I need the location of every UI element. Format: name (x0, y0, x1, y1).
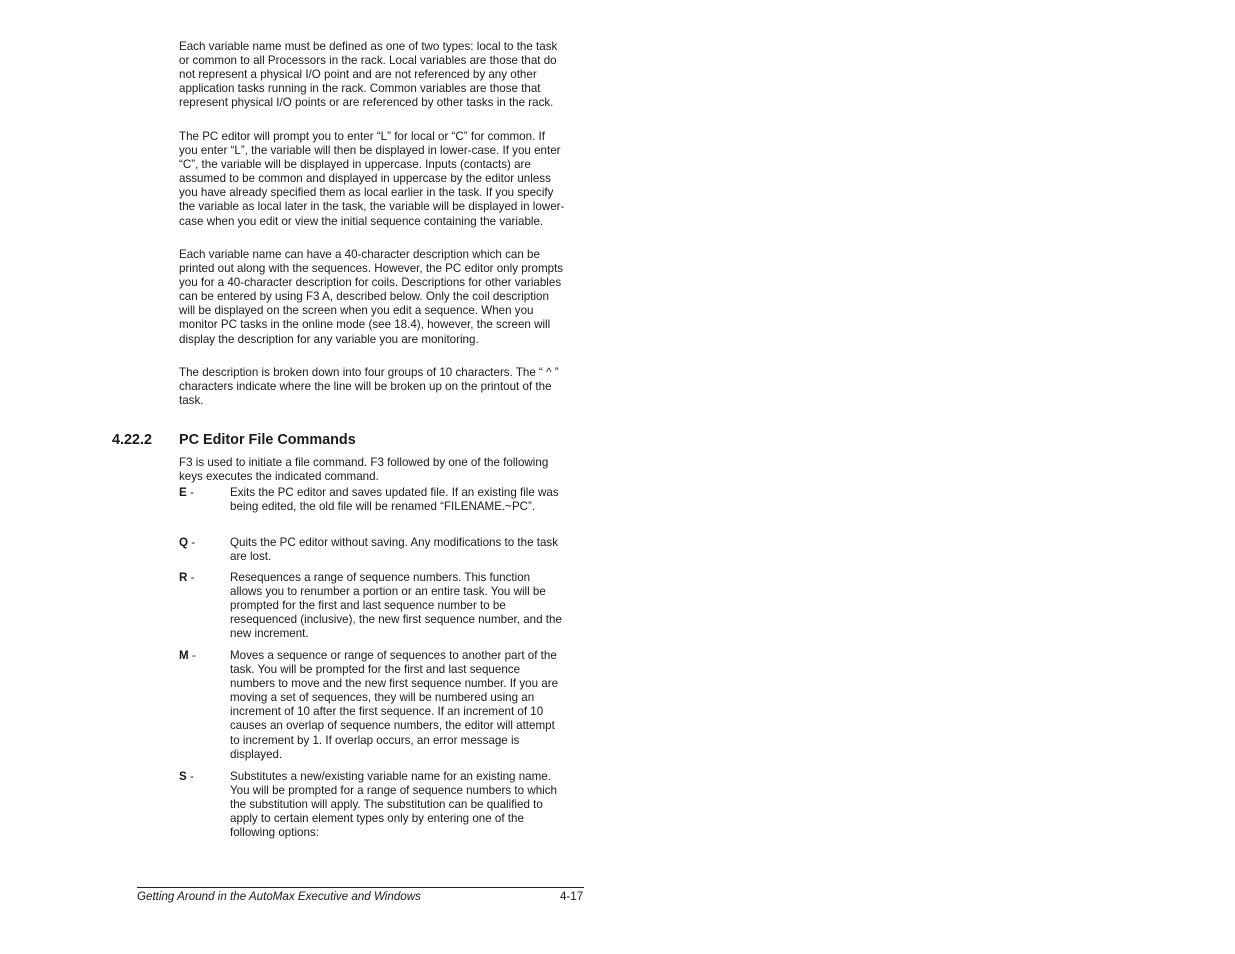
footer-title: Getting Around in the AutoMax Executive and Windows (137, 890, 421, 903)
command-description: Moves a sequence or range of sequences to another part of the task. You will be prompted for the first and last sequence numbers to move and the new first sequence number. If you are moving a set of sequences, they will be numbered using an increment of 10 after the first sequence. If an increment of 10 causes an overlap of sequence numbers, the editor will attempt to increment by 1. If overlap occurs, an error message is displayed. (230, 649, 559, 761)
section-title: PC Editor File Commands (179, 432, 356, 448)
command-description: Substitutes a new/existing variable name for an existing name. You will be prompted for a range of sequence numbers to which the substitution will apply. The substitution can be qualified to apply to certain element types only by entering one of the following options: (230, 770, 557, 840)
footer-rule (137, 887, 584, 888)
section-number: 4.22.2 (112, 432, 153, 448)
body-paragraph: Each variable name must be defined as one of two types: local to the task or common to all Processors in the rack. Local variables are those that do not represent a physical I/O point and are not referenced by any other application tasks running in the rack. Common variables are those that represent physical I/O points or are referenced by other tasks in the rack. (179, 40, 558, 110)
body-paragraph: Each variable name can have a 40-character description which can be printed out along with the sequences. However, the PC editor only prompts you for a 40-character description for coils. Descriptions for other variables can be entered by using F3 A, described below. Only the coil description will be displayed on the screen when you edit a sequence. When you monitor PC tasks in the online mode (see 18.4), however, the screen will display the description for any variable you are monitoring. (179, 248, 564, 346)
command-description: Quits the PC editor without saving. Any modifications to the task are lost. (230, 536, 559, 564)
command-key: M - (179, 649, 196, 662)
body-paragraph: The description is broken down into four groups of 10 characters. The “ ^ ” characters indicate where the line will be broken up on the printout of the task. (179, 366, 559, 408)
command-key: E - (179, 486, 194, 499)
command-key: Q - (179, 536, 196, 549)
command-key: S - (179, 770, 194, 783)
command-key: R - (179, 571, 195, 584)
command-description: Resequences a range of sequence numbers. This function allows you to renumber a portion or an entire task. You will be prompted for the first and last sequence number to be resequenced (inclusive), the new first sequence number, and the new increment. (230, 571, 562, 641)
command-description: Exits the PC editor and saves updated file. If an existing file was being edited, the old file will be renamed “FILENAME.~PC”. (230, 486, 559, 514)
section-intro: F3 is used to initiate a file command. F3 followed by one of the following keys executes the indicated command. (179, 456, 549, 484)
body-paragraph: The PC editor will prompt you to enter “L” for local or “C” for common. If you enter “L”, the variable will then be displayed in lower-case. If you enter “C”, the variable will be displayed in uppercase. Inputs (contacts) are assumed to be common and displayed in uppercase by the editor unless you have already specified them as local earlier in the task. If you specify the variable as local later in the task, the variable will be displayed in lower-case when you edit or view the initial sequence containing the variable. (179, 130, 565, 228)
page-number: 4-17 (560, 890, 584, 903)
